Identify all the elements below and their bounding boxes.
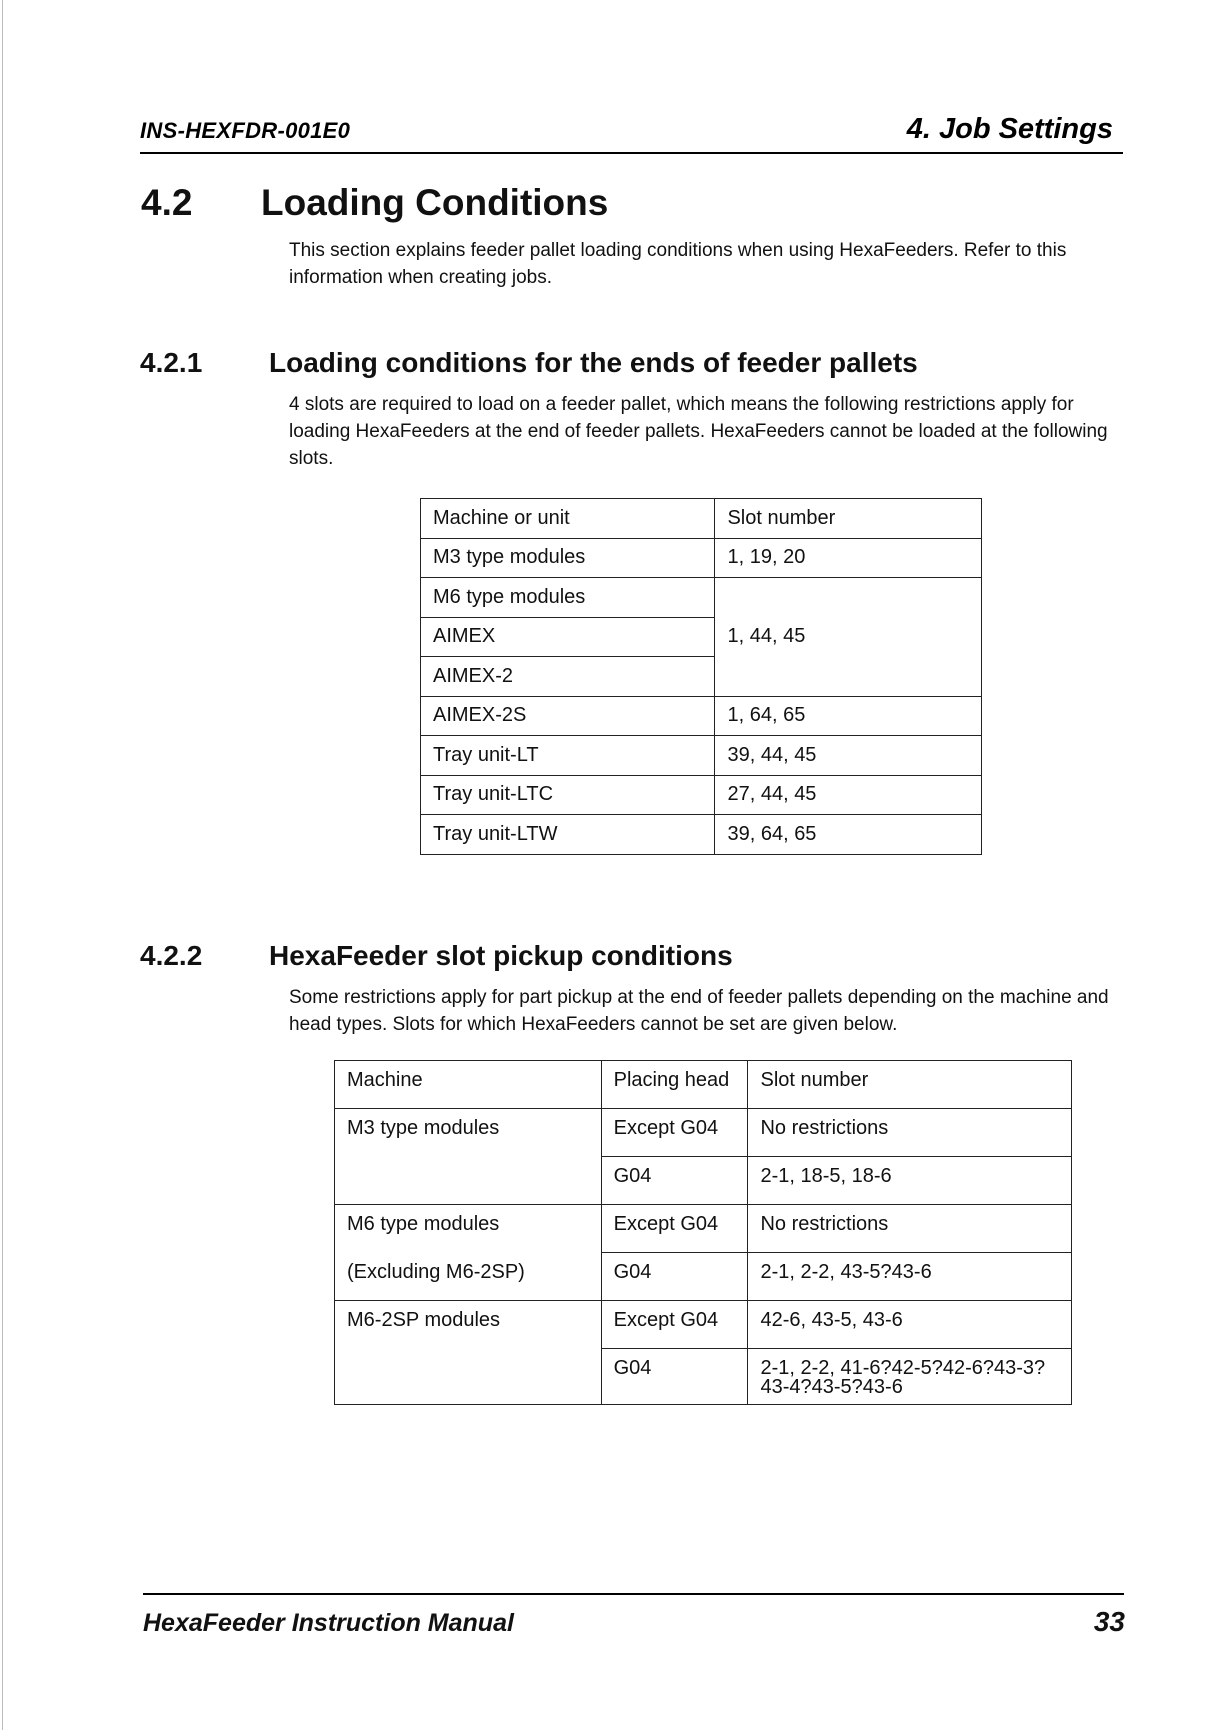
table-cell: No restrictions: [748, 1205, 1072, 1253]
table-cell: G04: [601, 1349, 748, 1405]
table-cell: 1, 64, 65: [715, 696, 982, 736]
subsection-2-number: 4.2.2: [140, 940, 203, 971]
footer-rule: [143, 1593, 1124, 1595]
table-cell: M6 type modules: [421, 578, 715, 618]
table-cell-merged: M3 type modules: [335, 1109, 602, 1205]
table-cell: 2-1, 2-2, 43-5?43-6: [748, 1253, 1072, 1301]
table-cell: 27, 44, 45: [715, 775, 982, 815]
table-cell: 39, 64, 65: [715, 815, 982, 855]
table-cell: 42-6, 43-5, 43-6: [748, 1301, 1072, 1349]
table-row: [335, 1109, 1072, 1157]
table-row: [421, 775, 982, 815]
table-cell: AIMEX: [421, 617, 715, 657]
table-cell: M3 type modules: [421, 538, 715, 578]
section-number: 4.2: [141, 182, 193, 223]
table-row: [421, 815, 982, 855]
table-cell: Except G04: [601, 1109, 748, 1157]
section-title: Loading Conditions: [261, 182, 609, 223]
header-cell: Machine: [335, 1061, 602, 1109]
table-cell: 39, 44, 45: [715, 736, 982, 776]
table-header-row: [421, 499, 982, 539]
table-cell: (Excluding M6-2SP): [335, 1253, 602, 1301]
table-cell: No restrictions: [748, 1109, 1072, 1157]
subsection-2-title: HexaFeeder slot pickup conditions: [269, 940, 733, 971]
subsection-1-text: 4 slots are required to load on a feeder pallet, which means the following restrictions apply for loading HexaFeeders at the end of feeder pallets. HexaFeeders cannot be loaded at the following slots.: [289, 394, 1108, 469]
header-cell: Machine or unit: [421, 499, 715, 539]
section-intro: This section explains feeder pallet loading conditions when using HexaFeeders. Refer to this information when creating jobs.: [289, 240, 1067, 288]
document-code: INS-HEXFDR-001E0: [140, 118, 351, 143]
table-cell: Except G04: [601, 1205, 748, 1253]
header-cell: Placing head: [601, 1061, 748, 1109]
table-row: [335, 1301, 1072, 1349]
loading-conditions-table: [420, 498, 982, 855]
table-row: [335, 1205, 1072, 1253]
subsection-1-title: Loading conditions for the ends of feeder pallets: [269, 347, 918, 378]
table-cell-merged: 1, 44, 45: [715, 578, 982, 697]
manual-title: HexaFeeder Instruction Manual: [143, 1609, 514, 1637]
table-row: [421, 538, 982, 578]
table-cell: M6 type modules: [335, 1205, 602, 1253]
chapter-title: 4. Job Settings: [906, 113, 1113, 145]
subsection-2-text: Some restrictions apply for part pickup at the end of feeder pallets depending on the machine and head types. Slots for which HexaFeeders cannot be set are given below.: [289, 987, 1109, 1035]
scan-edge-line: [2, 0, 3, 1730]
table-cell: AIMEX-2: [421, 657, 715, 697]
table-cell: Tray unit-LT: [421, 736, 715, 776]
table-cell: 1, 19, 20: [715, 538, 982, 578]
pickup-conditions-table: [334, 1060, 1072, 1405]
table-row: [335, 1253, 1072, 1301]
subsection-1-number: 4.2.1: [140, 347, 203, 378]
table-cell: G04: [601, 1157, 748, 1205]
header-cell: Slot number: [748, 1061, 1072, 1109]
page-number: 33: [1093, 1606, 1125, 1637]
table-row: [421, 736, 982, 776]
table-cell: Except G04: [601, 1301, 748, 1349]
table-cell: 2-1, 18-5, 18-6: [748, 1157, 1072, 1205]
table-row: [421, 578, 982, 618]
table-cell: 2-1, 2-2, 41-6?42-5?42-6?43-3?43-4?43-5?43-6: [748, 1349, 1072, 1405]
table-cell: Tray unit-LTW: [421, 815, 715, 855]
table-cell: G04: [601, 1253, 748, 1301]
table-row: [421, 696, 982, 736]
table-cell-merged: M6-2SP modules: [335, 1301, 602, 1405]
table-cell: AIMEX-2S: [421, 696, 715, 736]
table-cell: Tray unit-LTC: [421, 775, 715, 815]
header-rule: [140, 152, 1123, 154]
header-cell: Slot number: [715, 499, 982, 539]
table-header-row: [335, 1061, 1072, 1109]
